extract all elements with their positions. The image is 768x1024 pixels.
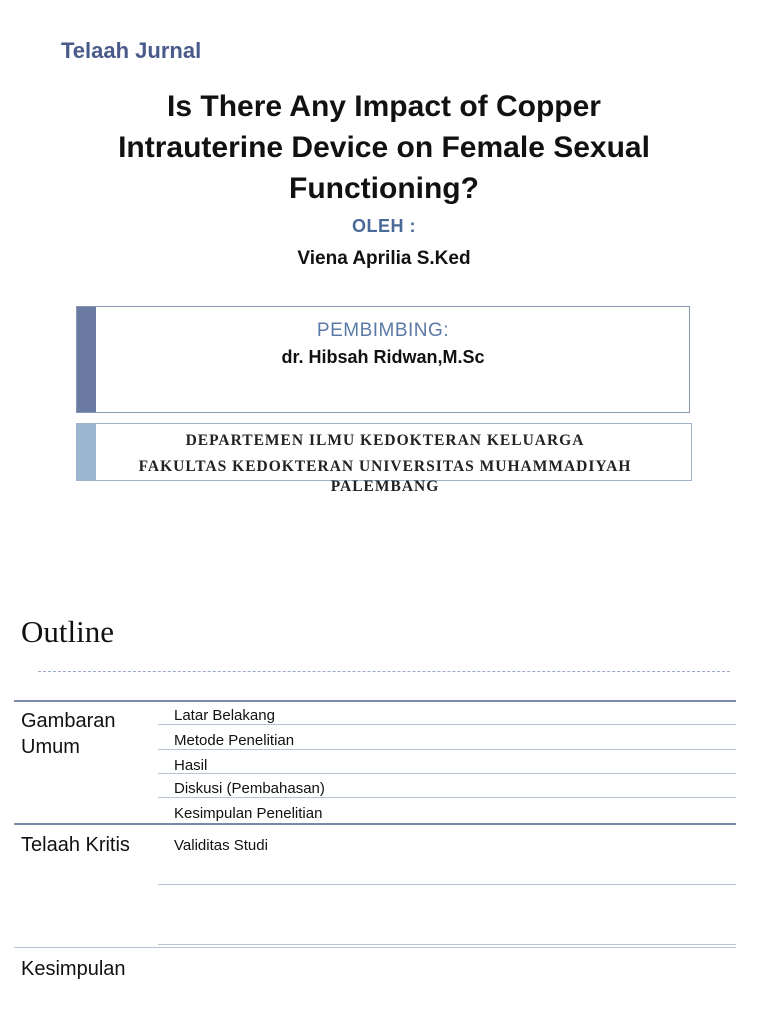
- outline-item: Hasil: [174, 757, 208, 774]
- oleh-label: OLEH :: [352, 216, 416, 236]
- city-line: PALEMBANG: [330, 478, 440, 495]
- section-telaah-kritis: [21, 832, 130, 858]
- row-divider: [158, 773, 736, 774]
- outline-item: Metode Penelitian: [174, 732, 295, 749]
- row-divider: [158, 724, 736, 725]
- row-divider: [158, 944, 736, 945]
- section-divider: [14, 947, 736, 948]
- supervisor-box: [76, 306, 690, 413]
- author-name: Viena Aprilia S.Ked: [297, 248, 471, 269]
- outline-item: Kesimpulan Penelitian: [174, 805, 323, 822]
- journal-title: [40, 86, 728, 209]
- slide-label: Telaah Jurnal: [61, 38, 202, 63]
- department-text: [80, 428, 690, 494]
- faculty-line: FAKULTAS KEDOKTERAN UNIVERSITAS MUHAMMADIYAH: [138, 458, 632, 475]
- section-name-line: Umum: [21, 736, 80, 758]
- row-divider: [158, 797, 736, 798]
- journal-title-line: Functioning?: [289, 172, 479, 205]
- outline-item: Latar Belakang: [174, 707, 275, 724]
- table-top-border: [14, 700, 736, 702]
- section-gambaran-umum: [21, 708, 116, 760]
- outline-item: Diskusi (Pembahasan): [174, 780, 325, 797]
- row-divider: [158, 884, 736, 885]
- journal-title-line: Is There Any Impact of Copper: [167, 90, 601, 123]
- section-name-line: Telaah Kritis: [21, 834, 130, 856]
- section-kesimpulan: [21, 956, 126, 982]
- section-divider: [14, 823, 736, 825]
- outline-title: Outline: [21, 614, 114, 649]
- title-divider: [38, 671, 730, 672]
- supervisor-label: PEMBIMBING:: [316, 320, 450, 341]
- row-divider: [158, 749, 736, 750]
- section-name-line: Kesimpulan: [21, 958, 126, 980]
- outline-item: Validitas Studi: [174, 837, 268, 854]
- outline-slide: [0, 596, 768, 1024]
- journal-title-line: Intrauterine Device on Female Sexual: [118, 131, 650, 164]
- supervisor-name: dr. Hibsah Ridwan,M.Sc: [281, 347, 485, 367]
- department-line: DEPARTEMEN ILMU KEDOKTERAN KELUARGA: [185, 432, 585, 449]
- section-name-line: Gambaran: [21, 710, 116, 732]
